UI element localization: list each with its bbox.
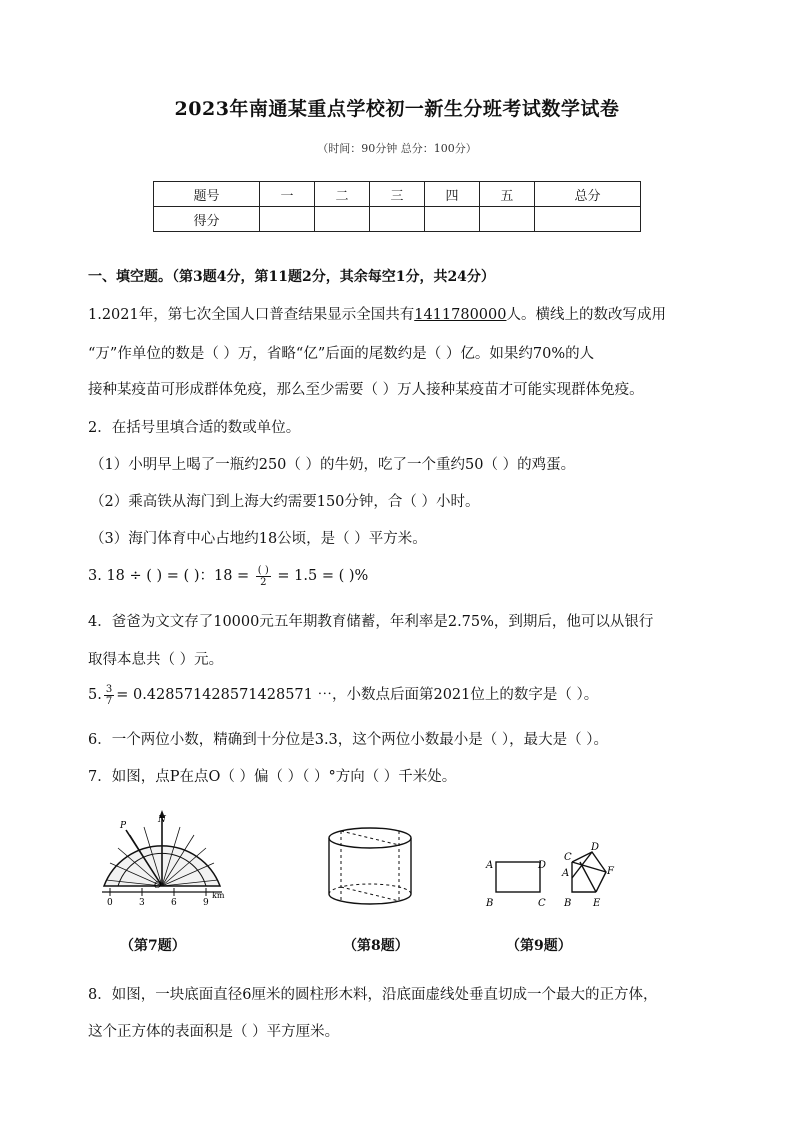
question-1-line-3: 接种某疫苗可形成群体免疫，那么至少需要（ ）万人接种某疫苗才可能实现群体免疫。 (88, 382, 644, 398)
score-cell[interactable] (260, 207, 315, 232)
figure-7-caption: （第7题） (120, 938, 186, 954)
page-title: 2023年南通某重点学校初一新生分班考试数学试卷 (174, 98, 620, 120)
scale-label: 3 (139, 898, 145, 908)
exam-info: （时间：90分钟 总分：100分） (317, 142, 477, 155)
scale-label: 9 (203, 898, 209, 908)
label-a2: A (562, 868, 570, 879)
score-table-header-cell: 五 (479, 182, 534, 207)
label-c2: C (564, 852, 572, 863)
cut-line-bottom (341, 887, 399, 901)
q5-fraction (104, 684, 114, 707)
question-4-line-2: 取得本息共（ ）元。 (88, 652, 224, 668)
score-cell[interactable] (314, 207, 369, 232)
label-o: O (154, 881, 162, 891)
score-table-header-row (154, 182, 641, 207)
question-2-part-2: （2）乘高铁从海门到上海大约需要150分钟，合（ ）小时。 (90, 494, 480, 510)
q1-population-number: 1411780000 (414, 307, 507, 323)
score-cell[interactable] (369, 207, 424, 232)
q3-text-a: 3. 18 ÷ ( ) = ( )：18 = (88, 568, 250, 584)
label-n: N (158, 815, 166, 825)
score-table-header-cell: 二 (314, 182, 369, 207)
label-b2: B (564, 898, 572, 909)
q1-text-a: 1.2021年，第七次全国人口普查结果显示全国共有 (88, 307, 415, 323)
scale-unit: km (212, 891, 225, 900)
q5-text: = 0.428571428571428571 ⋯，小数点后面第2021位上的数字是（ ）。 (116, 687, 599, 703)
score-table-header-cell: 一 (260, 182, 315, 207)
label-d2: D (591, 842, 600, 853)
question-1-line-1 (88, 303, 728, 324)
label-b: B (486, 898, 494, 909)
fold-figure (480, 840, 620, 912)
question-6: 6．一个两位小数，精确到十分位是3.3，这个两位小数最小是（ ），最大是（ ）。 (88, 732, 609, 748)
q3-fraction-numerator: ( ) (257, 564, 269, 576)
question-5 (88, 683, 728, 707)
figure-9-caption: （第9题） (506, 938, 572, 954)
question-2-part-1: （1）小明早上喝了一瓶约250（ ）的牛奶，吃了一个重约50（ ）的鸡蛋。 (90, 457, 576, 473)
question-7: 7．如图，点P在点O（ ）偏（ ）（ ）°方向（ ）千米处。 (88, 769, 457, 785)
label-p: P (120, 821, 127, 831)
q3-text-b: = 1.5 = ( )% (277, 568, 369, 584)
score-table-header-cell: 三 (369, 182, 424, 207)
scale-label: 0 (107, 898, 113, 908)
score-table (153, 181, 641, 232)
question-2-part-3: （3）海门体育中心占地约18公顷，是（ ）平方米。 (90, 531, 427, 547)
q5-fraction-numerator: 3 (105, 683, 113, 695)
figure-8-caption: （第8题） (343, 938, 409, 954)
question-2-stem: 2．在括号里填合适的数或单位。 (88, 420, 301, 436)
question-1-line-2: “万”作单位的数是（ ）万，省略“亿”后面的尾数约是（ ）亿。如果约70%的人 (88, 346, 595, 362)
cylinder-figure (322, 822, 422, 912)
q1-text-b: 人。横线上的数改写成用 (506, 307, 666, 323)
scale-label: 6 (171, 898, 177, 908)
label-e: E (593, 898, 601, 909)
label-d: D (538, 860, 547, 871)
q3-fraction (256, 565, 271, 588)
question-3 (88, 564, 728, 588)
section-heading: 一、填空题。（第3题4分，第11题2分，其余每空1分，共24分） (88, 269, 495, 285)
folded-shape (572, 852, 606, 892)
score-cell[interactable] (534, 207, 640, 232)
protractor-figure (96, 808, 236, 908)
score-cell[interactable] (424, 207, 479, 232)
score-table-header-cell: 题号 (154, 182, 260, 207)
cut-line-top (341, 831, 399, 845)
score-table-header-cell: 总分 (534, 182, 640, 207)
question-8-line-2: 这个正方体的表面积是（ ）平方厘米。 (88, 1024, 340, 1040)
score-table-header-cell: 四 (424, 182, 479, 207)
label-a: A (486, 860, 494, 871)
q5-fraction-denominator: 7 (105, 695, 113, 707)
score-table-score-row (154, 207, 641, 232)
rectangle-abcd (496, 862, 540, 892)
question-4-line-1: 4．爸爸为文文存了10000元五年期教育储蓄，年利率是2.75%，到期后，他可以从银行 (88, 614, 654, 630)
label-f: F (607, 866, 614, 877)
score-row-label: 得分 (154, 207, 260, 232)
q5-prefix: 5. (88, 687, 102, 703)
q3-fraction-denominator: 2 (260, 576, 267, 588)
question-8-line-1: 8．如图，一块底面直径6厘米的圆柱形木料，沿底面虚线处垂直切成一个最大的正方体， (88, 987, 658, 1003)
label-c: C (538, 898, 546, 909)
score-cell[interactable] (479, 207, 534, 232)
